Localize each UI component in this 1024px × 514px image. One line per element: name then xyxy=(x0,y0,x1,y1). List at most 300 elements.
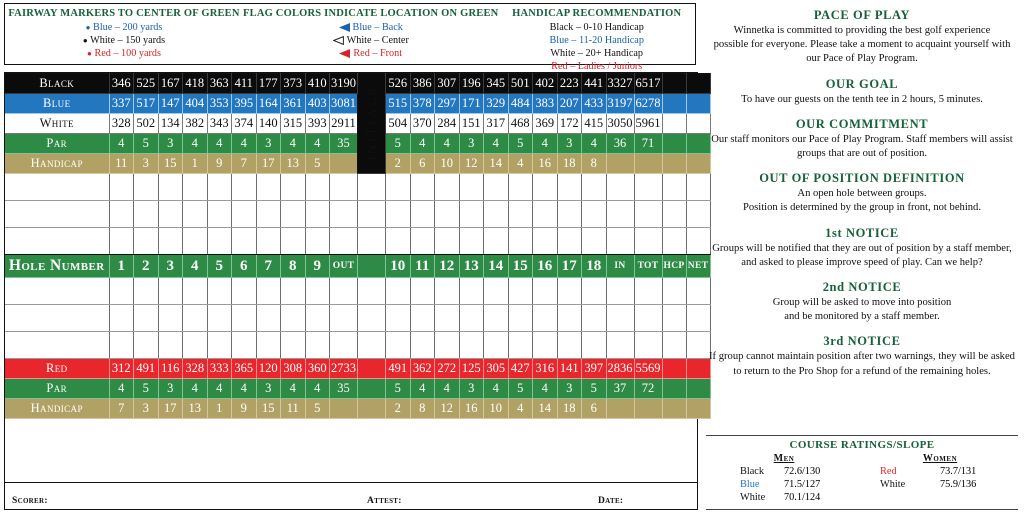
blank-cell-hcp[interactable] xyxy=(662,174,686,201)
cell-hole-6: 4 xyxy=(232,379,257,399)
cell-hole-18: 6 xyxy=(582,399,607,419)
cell-hole-11: 8 xyxy=(410,399,435,419)
cell-hole-4: 328 xyxy=(183,359,208,379)
cell-hole-1: 11 xyxy=(109,154,134,174)
blank-cell-hole-10[interactable] xyxy=(386,228,411,255)
blank-cell-hole-3[interactable] xyxy=(158,305,183,332)
bullet-icon: ● xyxy=(85,23,91,33)
cell-hole-17: 18 xyxy=(557,399,582,419)
blank-player-name[interactable] xyxy=(5,332,109,359)
cell-hole-3: 3 xyxy=(158,379,183,399)
blank-cell-hole-7[interactable] xyxy=(256,278,281,305)
blank-cell-hole-2[interactable] xyxy=(134,228,159,255)
cell-hole-11: 386 xyxy=(410,74,435,94)
cell-hole-18: 415 xyxy=(582,114,607,134)
blank-cell-tot[interactable] xyxy=(634,174,662,201)
hole-header-net: NET xyxy=(686,255,710,278)
blank-cell-hole-18[interactable] xyxy=(582,305,607,332)
blank-cell-hole-6[interactable] xyxy=(232,228,257,255)
blank-cell-hole-4[interactable] xyxy=(183,174,208,201)
pace-section-line: To have our guests on the tenth tee in 2 hours, 5 minutes. xyxy=(741,93,983,105)
blank-cell-hole-17[interactable] xyxy=(557,174,582,201)
ratings-women-column xyxy=(862,453,1018,504)
cell-hole-6: 365 xyxy=(232,359,257,379)
blank-cell-hole-13[interactable] xyxy=(459,201,484,228)
blank-cell-hole-7[interactable] xyxy=(256,305,281,332)
blank-cell-hole-8[interactable] xyxy=(281,332,306,359)
cell-hole-9: 4 xyxy=(305,134,330,154)
blank-cell-hole-1[interactable] xyxy=(109,278,134,305)
blank-cell-in[interactable] xyxy=(606,332,634,359)
cell-hole-15: 468 xyxy=(508,114,533,134)
pace-section-heading: OUR COMMITMENT xyxy=(795,116,929,131)
blank-cell-hole-10[interactable] xyxy=(386,201,411,228)
blank-cell-hole-11[interactable] xyxy=(410,278,435,305)
cell-hole-14: 317 xyxy=(484,114,509,134)
blank-cell-hole-18[interactable] xyxy=(582,201,607,228)
cell-out: 35 xyxy=(330,379,358,399)
pace-section-line: our Pace of Play Program. xyxy=(806,53,918,65)
blank-cell-hole-4[interactable] xyxy=(183,305,208,332)
cell-hole-18: 4 xyxy=(582,134,607,154)
blank-cell-hole-4[interactable] xyxy=(183,332,208,359)
blank-cell-hole-13[interactable] xyxy=(459,228,484,255)
cell-hole-11: 4 xyxy=(410,134,435,154)
cell-hole-7: 17 xyxy=(256,154,281,174)
blank-cell-tot[interactable] xyxy=(634,332,662,359)
blank-cell-initials[interactable] xyxy=(358,174,386,201)
cell-hole-12: 307 xyxy=(435,74,460,94)
blank-cell-hole-11[interactable] xyxy=(410,201,435,228)
blank-cell-hole-9[interactable] xyxy=(305,174,330,201)
hole-header-10: 10 xyxy=(386,255,411,278)
cell-hole-14: 4 xyxy=(484,134,509,154)
blank-cell-hole-4[interactable] xyxy=(183,201,208,228)
scorer-footer xyxy=(5,482,697,509)
blank-cell-hole-15[interactable] xyxy=(508,201,533,228)
blank-cell-hole-10[interactable] xyxy=(386,278,411,305)
cell-hole-17: 207 xyxy=(557,94,582,114)
cell-hole-12: 12 xyxy=(435,399,460,419)
cell-in: 36 xyxy=(606,134,634,154)
cell-hole-13: 171 xyxy=(459,94,484,114)
ratings-women-heading: Women xyxy=(922,453,958,464)
cell-tot: 72 xyxy=(634,379,662,399)
blank-cell-hole-13[interactable] xyxy=(459,332,484,359)
blank-cell-hole-12[interactable] xyxy=(435,174,460,201)
blank-cell-hole-1[interactable] xyxy=(109,201,134,228)
blank-cell-tot[interactable] xyxy=(634,201,662,228)
blank-player-name[interactable] xyxy=(5,228,109,255)
blank-cell-hole-16[interactable] xyxy=(533,174,558,201)
blank-cell-hole-17[interactable] xyxy=(557,305,582,332)
pace-section-3 xyxy=(700,117,1024,160)
cell-hole-8: 361 xyxy=(281,94,306,114)
blank-cell-hole-14[interactable] xyxy=(484,228,509,255)
row-label-red: Red xyxy=(5,359,109,379)
blank-cell-hole-14[interactable] xyxy=(484,201,509,228)
blank-cell-in[interactable] xyxy=(606,174,634,201)
blank-cell-hole-15[interactable] xyxy=(508,305,533,332)
legend-flag-blue-label: Blue – Back xyxy=(352,22,403,33)
blank-cell-hole-18[interactable] xyxy=(582,332,607,359)
rating-tee-name: White xyxy=(880,479,906,490)
cell-tot: 5569 xyxy=(634,359,662,379)
blank-cell-out[interactable] xyxy=(330,278,358,305)
cell-hole-1: 4 xyxy=(109,379,134,399)
initials-label: INITIALS xyxy=(363,86,379,161)
blank-cell-hole-13[interactable] xyxy=(459,305,484,332)
cell-hcp xyxy=(662,94,686,114)
rating-value: 73.7/131 xyxy=(940,466,977,477)
cell-hole-5: 353 xyxy=(207,94,232,114)
blank-cell-out[interactable] xyxy=(330,305,358,332)
blank-cell-hole-1[interactable] xyxy=(109,332,134,359)
blank-cell-hole-5[interactable] xyxy=(207,228,232,255)
blank-cell-hole-11[interactable] xyxy=(410,228,435,255)
legend-flag-white-label: White – Center xyxy=(346,35,409,46)
ratings-men-heading: Men xyxy=(773,453,795,464)
cell-hole-8: 373 xyxy=(281,74,306,94)
scorecard-blank-row[interactable] xyxy=(5,201,710,228)
cell-hole-2: 491 xyxy=(134,359,159,379)
blank-cell-hole-9[interactable] xyxy=(305,332,330,359)
cell-in: 2836 xyxy=(606,359,634,379)
hole-header-2: 2 xyxy=(134,255,159,278)
cell-hcp xyxy=(662,359,686,379)
rating-row-black xyxy=(706,465,862,478)
cell-out xyxy=(330,399,358,419)
blank-cell-hole-17[interactable] xyxy=(557,228,582,255)
row-label-par: Par xyxy=(5,134,109,154)
scorecard-blank-row[interactable] xyxy=(5,305,710,332)
pace-section-5 xyxy=(700,226,1024,269)
cell-hole-13: 125 xyxy=(459,359,484,379)
blank-cell-hole-8[interactable] xyxy=(281,305,306,332)
legend-fairway-white-label: White – 150 yards xyxy=(90,35,166,47)
pace-section-7 xyxy=(700,334,1024,377)
blank-cell-hole-8[interactable] xyxy=(281,228,306,255)
cell-hole-8: 4 xyxy=(281,134,306,154)
blank-player-name[interactable] xyxy=(5,305,109,332)
cell-hole-5: 4 xyxy=(207,379,232,399)
row-label-par: Par xyxy=(5,379,109,399)
flag-triangle-filled-icon xyxy=(339,23,350,32)
cell-hole-13: 12 xyxy=(459,154,484,174)
blank-cell-hole-12[interactable] xyxy=(435,278,460,305)
cell-hole-8: 315 xyxy=(281,114,306,134)
blank-cell-hole-8[interactable] xyxy=(281,201,306,228)
cell-hole-1: 7 xyxy=(109,399,134,419)
legend-fairway-white xyxy=(83,34,165,47)
blank-cell-hole-3[interactable] xyxy=(158,278,183,305)
cell-hole-14: 329 xyxy=(484,94,509,114)
blank-cell-hole-6[interactable] xyxy=(232,201,257,228)
scorer-label: Scorer: xyxy=(12,496,48,506)
blank-cell-hole-5[interactable] xyxy=(207,278,232,305)
cell-hole-4: 4 xyxy=(183,134,208,154)
blank-cell-hcp[interactable] xyxy=(662,201,686,228)
cell-hole-16: 14 xyxy=(533,399,558,419)
cell-hole-3: 134 xyxy=(158,114,183,134)
blank-cell-hole-1[interactable] xyxy=(109,174,134,201)
blank-cell-out[interactable] xyxy=(330,201,358,228)
hole-header-9: 9 xyxy=(305,255,330,278)
cell-hole-17: 18 xyxy=(557,154,582,174)
blank-cell-in[interactable] xyxy=(606,278,634,305)
blank-cell-hole-16[interactable] xyxy=(533,332,558,359)
legend-handicap-recommendation xyxy=(498,4,695,72)
cell-hole-15: 5 xyxy=(508,134,533,154)
cell-hole-5: 363 xyxy=(207,74,232,94)
cell-hole-8: 11 xyxy=(281,399,306,419)
cell-hcp xyxy=(662,154,686,174)
hole-header-16: 16 xyxy=(533,255,558,278)
blank-cell-hole-2[interactable] xyxy=(134,201,159,228)
blank-cell-hole-15[interactable] xyxy=(508,278,533,305)
flag-triangle-outline-icon xyxy=(333,36,344,45)
cell-hole-2: 502 xyxy=(134,114,159,134)
pace-section-line: If group cannot maintain position after two warnings, they will be asked xyxy=(709,351,1015,363)
blank-cell-hcp[interactable] xyxy=(662,305,686,332)
blank-cell-hole-11[interactable] xyxy=(410,332,435,359)
cell-hole-10: 504 xyxy=(386,114,411,134)
cell-hole-15: 427 xyxy=(508,359,533,379)
cell-hole-6: 411 xyxy=(232,74,257,94)
cell-in: 3197 xyxy=(606,94,634,114)
blank-cell-hole-17[interactable] xyxy=(557,332,582,359)
blank-cell-hole-5[interactable] xyxy=(207,332,232,359)
rating-tee-name: Red xyxy=(880,466,897,477)
scorecard-blank-row[interactable] xyxy=(5,174,710,201)
blank-cell-hole-2[interactable] xyxy=(134,278,159,305)
blank-cell-hcp[interactable] xyxy=(662,332,686,359)
pace-section-heading: 3rd NOTICE xyxy=(823,334,901,349)
pace-section-4 xyxy=(700,171,1024,214)
cell-hole-1: 4 xyxy=(109,134,134,154)
cell-hole-8: 4 xyxy=(281,379,306,399)
legend-flag-title: FLAG COLORS INDICATE LOCATION ON GREEN xyxy=(243,8,499,19)
cell-hole-15: 484 xyxy=(508,94,533,114)
cell-hole-13: 3 xyxy=(459,134,484,154)
blank-cell-hole-12[interactable] xyxy=(435,228,460,255)
blank-cell-hole-14[interactable] xyxy=(484,174,509,201)
blank-cell-hole-9[interactable] xyxy=(305,201,330,228)
cell-hole-1: 312 xyxy=(109,359,134,379)
cell-in xyxy=(606,154,634,174)
blank-cell-hole-10[interactable] xyxy=(386,174,411,201)
cell-hole-2: 3 xyxy=(134,399,159,419)
blank-cell-hole-2[interactable] xyxy=(134,305,159,332)
blank-cell-hole-2[interactable] xyxy=(134,332,159,359)
blank-cell-hole-1[interactable] xyxy=(109,228,134,255)
blank-cell-initials[interactable] xyxy=(358,201,386,228)
blank-cell-hole-12[interactable] xyxy=(435,305,460,332)
blank-cell-hole-5[interactable] xyxy=(207,305,232,332)
blank-cell-tot[interactable] xyxy=(634,228,662,255)
blank-cell-initials[interactable] xyxy=(358,228,386,255)
blank-cell-hole-7[interactable] xyxy=(256,174,281,201)
blank-cell-hole-6[interactable] xyxy=(232,174,257,201)
blank-cell-hcp[interactable] xyxy=(662,228,686,255)
blank-player-name[interactable] xyxy=(5,278,109,305)
blank-cell-initials[interactable] xyxy=(358,305,386,332)
blank-cell-out[interactable] xyxy=(330,174,358,201)
blank-player-name[interactable] xyxy=(5,201,109,228)
blank-cell-hole-2[interactable] xyxy=(134,174,159,201)
blank-cell-hole-17[interactable] xyxy=(557,201,582,228)
blank-cell-hole-18[interactable] xyxy=(582,174,607,201)
legend-flag-red-label: Red – Front xyxy=(353,48,403,59)
rating-tee-name: White xyxy=(740,492,766,503)
blank-cell-hole-9[interactable] xyxy=(305,228,330,255)
blank-cell-hole-9[interactable] xyxy=(305,305,330,332)
blank-cell-hole-7[interactable] xyxy=(256,228,281,255)
hole-header-14: 14 xyxy=(484,255,509,278)
blank-player-name[interactable] xyxy=(5,174,109,201)
scorecard-blank-row[interactable] xyxy=(5,278,710,305)
blank-cell-hole-18[interactable] xyxy=(582,228,607,255)
blank-cell-hole-6[interactable] xyxy=(232,332,257,359)
rating-row-red xyxy=(862,465,1018,478)
cell-hole-12: 4 xyxy=(435,134,460,154)
blank-cell-in[interactable] xyxy=(606,305,634,332)
blank-cell-hole-6[interactable] xyxy=(232,305,257,332)
cell-hole-18: 5 xyxy=(582,379,607,399)
blank-cell-tot[interactable] xyxy=(634,305,662,332)
cell-in: 3050 xyxy=(606,114,634,134)
cell-hole-4: 418 xyxy=(183,74,208,94)
cell-hole-4: 1 xyxy=(183,154,208,174)
cell-hole-12: 272 xyxy=(435,359,460,379)
cell-hole-10: 526 xyxy=(386,74,411,94)
legend-fairway-red xyxy=(87,47,161,60)
blank-cell-hole-4[interactable] xyxy=(183,228,208,255)
blank-cell-hole-15[interactable] xyxy=(508,228,533,255)
hole-header-5: 5 xyxy=(207,255,232,278)
blank-cell-hole-5[interactable] xyxy=(207,174,232,201)
blank-cell-hole-16[interactable] xyxy=(533,305,558,332)
blank-cell-hole-18[interactable] xyxy=(582,278,607,305)
blank-cell-hole-3[interactable] xyxy=(158,228,183,255)
cell-out xyxy=(330,154,358,174)
cell-hole-5: 4 xyxy=(207,134,232,154)
blank-cell-hole-3[interactable] xyxy=(158,201,183,228)
cell-hole-7: 120 xyxy=(256,359,281,379)
hole-header-4: 4 xyxy=(183,255,208,278)
rating-value: 72.6/130 xyxy=(784,466,821,477)
blank-cell-hole-8[interactable] xyxy=(281,278,306,305)
cell-tot xyxy=(634,399,662,419)
blank-cell-initials[interactable] xyxy=(358,332,386,359)
legend-box xyxy=(4,3,696,72)
legend-fairway-red-label: Red – 100 yards xyxy=(94,48,161,60)
row-label-white: White xyxy=(5,114,109,134)
blank-cell-hcp[interactable] xyxy=(662,278,686,305)
cell-hole-3: 17 xyxy=(158,399,183,419)
blank-cell-hole-14[interactable] xyxy=(484,278,509,305)
cell-hcp xyxy=(662,114,686,134)
cell-hole-14: 345 xyxy=(484,74,509,94)
scorecard-blank-row[interactable] xyxy=(5,332,710,359)
blank-cell-hole-15[interactable] xyxy=(508,174,533,201)
blank-cell-hole-3[interactable] xyxy=(158,174,183,201)
blank-cell-out[interactable] xyxy=(330,332,358,359)
cell-hole-12: 4 xyxy=(435,379,460,399)
course-ratings-box xyxy=(706,435,1018,510)
pace-of-play-panel xyxy=(700,0,1024,514)
blank-cell-hole-13[interactable] xyxy=(459,174,484,201)
cell-hole-2: 3 xyxy=(134,154,159,174)
cell-hcp xyxy=(662,134,686,154)
cell-hole-4: 382 xyxy=(183,114,208,134)
pace-section-line: and asked to please improve speed of play. Can we help? xyxy=(741,256,983,268)
blank-cell-hole-8[interactable] xyxy=(281,174,306,201)
cell-hole-3: 15 xyxy=(158,154,183,174)
rating-row-white xyxy=(862,478,1018,491)
cell-hole-5: 333 xyxy=(207,359,232,379)
blank-cell-hole-7[interactable] xyxy=(256,201,281,228)
blank-cell-hole-6[interactable] xyxy=(232,278,257,305)
blank-cell-hole-17[interactable] xyxy=(557,278,582,305)
blank-cell-in[interactable] xyxy=(606,201,634,228)
blank-cell-hole-14[interactable] xyxy=(484,305,509,332)
blank-cell-hole-11[interactable] xyxy=(410,174,435,201)
blank-cell-hole-7[interactable] xyxy=(256,332,281,359)
blank-cell-hole-3[interactable] xyxy=(158,332,183,359)
pace-section-line: Winnetka is committed to providing the best golf experience xyxy=(733,25,991,36)
scorecard-table-wrapper xyxy=(4,72,709,510)
blank-cell-tot[interactable] xyxy=(634,278,662,305)
cell-in xyxy=(606,399,634,419)
rating-tee-name: Black xyxy=(740,466,765,477)
blank-cell-in[interactable] xyxy=(606,228,634,255)
blank-cell-hole-15[interactable] xyxy=(508,332,533,359)
blank-cell-hole-16[interactable] xyxy=(533,228,558,255)
blank-cell-hole-12[interactable] xyxy=(435,201,460,228)
blank-cell-hole-11[interactable] xyxy=(410,305,435,332)
hole-header-18: 18 xyxy=(582,255,607,278)
blank-cell-hole-10[interactable] xyxy=(386,332,411,359)
blank-cell-hole-9[interactable] xyxy=(305,278,330,305)
blank-cell-hole-13[interactable] xyxy=(459,278,484,305)
cell-hole-16: 16 xyxy=(533,154,558,174)
pace-section-heading: PACE OF PLAY xyxy=(813,8,911,22)
blank-cell-hole-5[interactable] xyxy=(207,201,232,228)
legend-fairway-blue xyxy=(86,21,163,34)
blank-cell-hole-1[interactable] xyxy=(109,305,134,332)
hole-header-hcp: HCP xyxy=(662,255,686,278)
blank-cell-hole-4[interactable] xyxy=(183,278,208,305)
blank-cell-out[interactable] xyxy=(330,228,358,255)
blank-cell-hole-16[interactable] xyxy=(533,278,558,305)
scorecard-blank-row[interactable] xyxy=(5,228,710,255)
blank-cell-hole-12[interactable] xyxy=(435,332,460,359)
pace-section-heading: OUR GOAL xyxy=(825,76,899,91)
hole-header-3: 3 xyxy=(158,255,183,278)
blank-cell-hole-14[interactable] xyxy=(484,332,509,359)
rating-tee-name: Blue xyxy=(740,479,760,490)
cell-hole-3: 147 xyxy=(158,94,183,114)
blank-cell-initials[interactable] xyxy=(358,278,386,305)
cell-hole-3: 167 xyxy=(158,74,183,94)
blank-cell-hole-16[interactable] xyxy=(533,201,558,228)
row-label-blue: Blue xyxy=(5,94,109,114)
blank-cell-hole-10[interactable] xyxy=(386,305,411,332)
pace-section-line: groups that are out of position. xyxy=(796,148,928,160)
cell-hole-6: 4 xyxy=(232,134,257,154)
cell-hole-9: 5 xyxy=(305,154,330,174)
